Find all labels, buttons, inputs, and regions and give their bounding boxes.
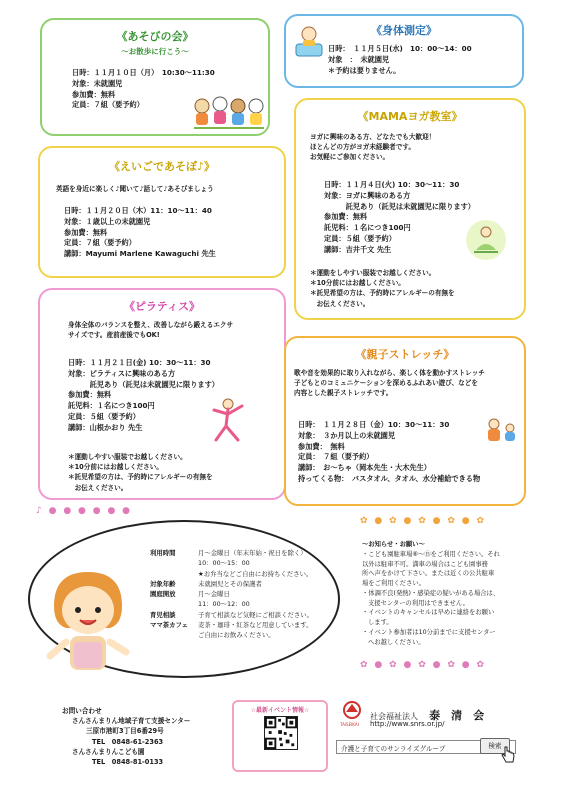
notice-item: ・こども園駐車場⑧～⑮をご利用ください。それ xyxy=(362,550,500,558)
asobi-line: 定員：７組（要予約） xyxy=(72,100,144,110)
mama-desc: ヨガに興味のある方、どなたでも大歓迎！ xyxy=(310,133,436,141)
mama-title: 《MAMAヨガ教室》 xyxy=(357,110,463,123)
card-shintai xyxy=(284,14,524,88)
taiseikai-logo-icon xyxy=(340,700,364,724)
oyako-desc: 子どもとのコミュニケーションを深めるふれあい遊び、などを xyxy=(294,379,478,388)
info-value: ★お弁当などご自由にお持ちください。 xyxy=(198,569,313,578)
eigo-line: 対象：１歳以上の未就園児 xyxy=(64,216,151,226)
info-key: 対象年齢 xyxy=(150,579,176,588)
parent-child-illustration xyxy=(482,414,522,448)
pilates-line: 定員：５組（要予約） xyxy=(68,411,140,421)
eigo-title: 《えいごであそぼ♪》 xyxy=(108,160,216,173)
info-key xyxy=(150,630,198,640)
mama-line: 託児あり（託児は未就園児に限ります） xyxy=(324,201,475,211)
notice-item: ・イベントのキャンセルは早めに連絡をお願い xyxy=(362,609,495,617)
info-value: 10：00～15：00 xyxy=(198,559,250,568)
info-key xyxy=(150,558,198,568)
eigo-desc: 英語を身近に楽しく♪聞いて♪話して♪あそびましょう xyxy=(56,185,214,193)
oyako-line: 持ってくる物： バスタオル、タオル、水分補給できる物 xyxy=(298,473,481,483)
eigo-line: 講師：Mayumi Marlene Kawaguchi 先生 xyxy=(64,249,216,259)
mama-note: ＊託児希望の方は、予約時にアレルギーの有無を xyxy=(310,289,455,298)
search-input[interactable]: 介護と子育てのサンライズグループ xyxy=(336,740,516,754)
pilates-desc: サイズです。産前産後でもOK! xyxy=(68,331,160,340)
mama-desc: ほとんどの方がヨガ未経験者です。 xyxy=(310,143,415,152)
search-button[interactable]: 検索 xyxy=(480,738,510,754)
info-value: 11：00～12：00 xyxy=(198,600,250,609)
girl-character-illustration xyxy=(40,566,136,686)
notice-item: します。 xyxy=(368,619,393,626)
asobi-title: 《あそびの会》 xyxy=(116,30,194,43)
notice-item: へお越しください。 xyxy=(368,638,425,646)
asobi-line: 日時：１１月１０日（月） 10:30～11:30 xyxy=(72,68,215,77)
hand-cursor-icon xyxy=(500,746,516,764)
contact-line: 三原市港町3丁目6番29号 xyxy=(86,727,164,736)
info-row xyxy=(150,548,338,558)
shintai-line: 日時： １１月５日(水) 10：00～14：00 xyxy=(328,44,472,53)
shintai-line: ＊予約は要りません。 xyxy=(328,65,401,75)
contact-line: さんさんまりん地域子育て支援センター xyxy=(72,717,191,726)
oyako-desc: 歌や音を効果的に取り入れながら、楽しく体を動かすストレッチ xyxy=(294,369,485,377)
notice-item: ・イベント参加者は10分前までに支援センター xyxy=(362,628,496,636)
mama-desc: お気軽にご参加ください。 xyxy=(310,153,390,162)
info-key: ママ茶カフェ xyxy=(150,620,189,629)
asobi-line: 対象：未就園児 xyxy=(72,78,123,88)
org-prefix: 社会福祉法人 xyxy=(370,712,418,721)
info-key: 利用時間 xyxy=(150,549,176,557)
info-row xyxy=(150,630,338,640)
org-url[interactable]: http://www.snrs.or.jp/ xyxy=(370,720,445,728)
mama-line: 日時：１１月４日(火) 10：30～11：30 xyxy=(324,180,460,189)
asobi-subtitle: ～お散歩に行こう～ xyxy=(121,47,189,56)
eigo-line: 日時：１１月２０日（木）11：10～11：40 xyxy=(64,206,212,215)
pilates-line: 講師：山根かおり 先生 xyxy=(68,422,143,432)
mama-line: 参加費：無料 xyxy=(324,212,368,222)
card-pilates xyxy=(38,288,286,500)
shintai-line: 対象 ： 未就園児 xyxy=(328,54,390,64)
pilates-line: 日時：１１月２１日(金) 10：30～11：30 xyxy=(68,358,211,367)
info-value: 未就園児とその保護者 xyxy=(198,579,262,588)
qr-info-box xyxy=(232,700,328,772)
mama-line: 対象：ヨガに興味のある方 xyxy=(324,190,411,200)
decorative-icons-right: ✿ ● ✿ ● ✿ ● ✿ ● ✿ xyxy=(360,516,487,526)
card-oyako xyxy=(284,336,526,506)
mama-note: お伝えください。 xyxy=(310,299,370,308)
oyako-title: 《親子ストレッチ》 xyxy=(355,348,455,361)
info-row xyxy=(150,569,338,579)
oyako-line: 定員： ７組（要予約） xyxy=(298,452,374,462)
contact-line: お問い合わせ xyxy=(62,707,102,715)
info-value: 麦茶・珈琲・紅茶など用意しています。 xyxy=(198,620,313,629)
notice-title: ～お知らせ・お願い～ xyxy=(362,541,425,548)
pilates-title: 《ピラティス》 xyxy=(123,300,201,313)
mama-note: ＊運動をしやすい服装でお越しください。 xyxy=(310,269,436,277)
mama-line: 定員：５組（要予約） xyxy=(324,233,396,243)
oyako-desc: 内容とした親子ストレッチです。 xyxy=(294,389,393,398)
info-key xyxy=(150,599,198,609)
oyako-line: 日時： １１月２８日（金）10：30～11：30 xyxy=(298,420,450,429)
card-asobi xyxy=(40,18,270,136)
info-row xyxy=(150,589,338,599)
contact-line: TEL 0848-61-2363 xyxy=(92,737,164,746)
oyako-line: 参加費： 無料 xyxy=(298,441,345,451)
contact-line: さんさんまりんこども園 xyxy=(72,747,145,756)
info-row xyxy=(150,620,338,630)
info-table xyxy=(150,548,338,640)
info-key: 育児相談 xyxy=(150,610,176,619)
info-row xyxy=(150,599,338,609)
mama-line: 託児料：１名につき100円 xyxy=(324,223,411,233)
card-mama-yoga xyxy=(294,98,526,320)
info-value: 月～金曜日（年末年始・祝日を除く） xyxy=(198,549,307,557)
decorative-icons-bottom: ✿ ● ✿ ● ✿ ● ✿ ● ✿ xyxy=(360,660,487,670)
info-row xyxy=(150,558,338,568)
pilates-note: ＊10分前にはお越しください。 xyxy=(68,463,163,472)
oyako-line: 対象： ３か月以上の未就園児 xyxy=(298,430,396,440)
mama-line: 講師：吉井千文 先生 xyxy=(324,244,392,254)
contact-info xyxy=(62,706,190,767)
info-row xyxy=(150,610,338,620)
card-eigo xyxy=(38,146,286,278)
notice-item: 以外は駐車不可。満車の場合はこども園事務 xyxy=(362,560,488,568)
info-value: ご自由にお飲みください。 xyxy=(198,631,275,639)
decorative-icons-left: ♪ ● ● ● ● ● ● xyxy=(36,506,133,516)
pilates-note: ＊託児希望の方は、予約時にアレルギーの有無を xyxy=(68,473,213,482)
info-row xyxy=(150,579,338,589)
notice-item: 場をご利用ください。 xyxy=(362,580,425,587)
scale-baby-illustration xyxy=(292,22,326,60)
animals-walking-illustration xyxy=(190,92,266,132)
eigo-line: 参加費：無料 xyxy=(64,227,108,237)
pilates-line: 託児料：１名につき100円 xyxy=(68,401,155,411)
info-value: 子育て相談など気軽にご相談ください。 xyxy=(198,610,314,619)
stretch-pose-illustration xyxy=(208,396,252,444)
notice-item: 支援センターの利用はできません。 xyxy=(368,599,469,607)
logo-caption: TAISEIKAI xyxy=(340,722,359,727)
pilates-line: 参加費：無料 xyxy=(68,390,112,400)
notice-section xyxy=(362,540,552,647)
notice-item: ・体調不良(発熱)・感染症の疑いがある場合は、 xyxy=(362,589,500,597)
oyako-line: 講師： お～ちゃ（岡本先生・大木先生） xyxy=(298,463,431,473)
eigo-line: 定員：７組（要予約） xyxy=(64,238,136,248)
pilates-line: 託児あり（託児は未就園児に限ります） xyxy=(68,379,219,389)
yoga-pose-illustration xyxy=(464,218,508,262)
pilates-note: ＊運動しやすい服装でお越しください。 xyxy=(68,453,187,461)
info-key xyxy=(150,569,198,579)
pilates-note: お伝えください。 xyxy=(68,483,128,492)
notice-item: 所へ声をかけて下さい。または近くの公共駐車 xyxy=(362,570,495,578)
qr-code-icon[interactable] xyxy=(264,716,298,750)
contact-line: TEL 0848-81-0133 xyxy=(92,758,164,767)
mama-note: ＊10分前にはお越しください。 xyxy=(310,279,405,288)
asobi-line: 参加費：無料 xyxy=(72,89,116,99)
info-value: 月～金曜日 xyxy=(198,590,230,598)
org-name: 泰 清 会 xyxy=(429,709,485,722)
qr-title: ☆最新イベント情報☆ xyxy=(250,707,310,714)
pilates-desc: 身体全体のバランスを整え、改善しながら鍛えるエクサ xyxy=(68,321,234,329)
shintai-title: 《身体測定》 xyxy=(371,24,437,37)
pilates-line: 対象：ピラティスに興味のある方 xyxy=(68,368,176,378)
info-key: 園庭開放 xyxy=(150,590,176,598)
